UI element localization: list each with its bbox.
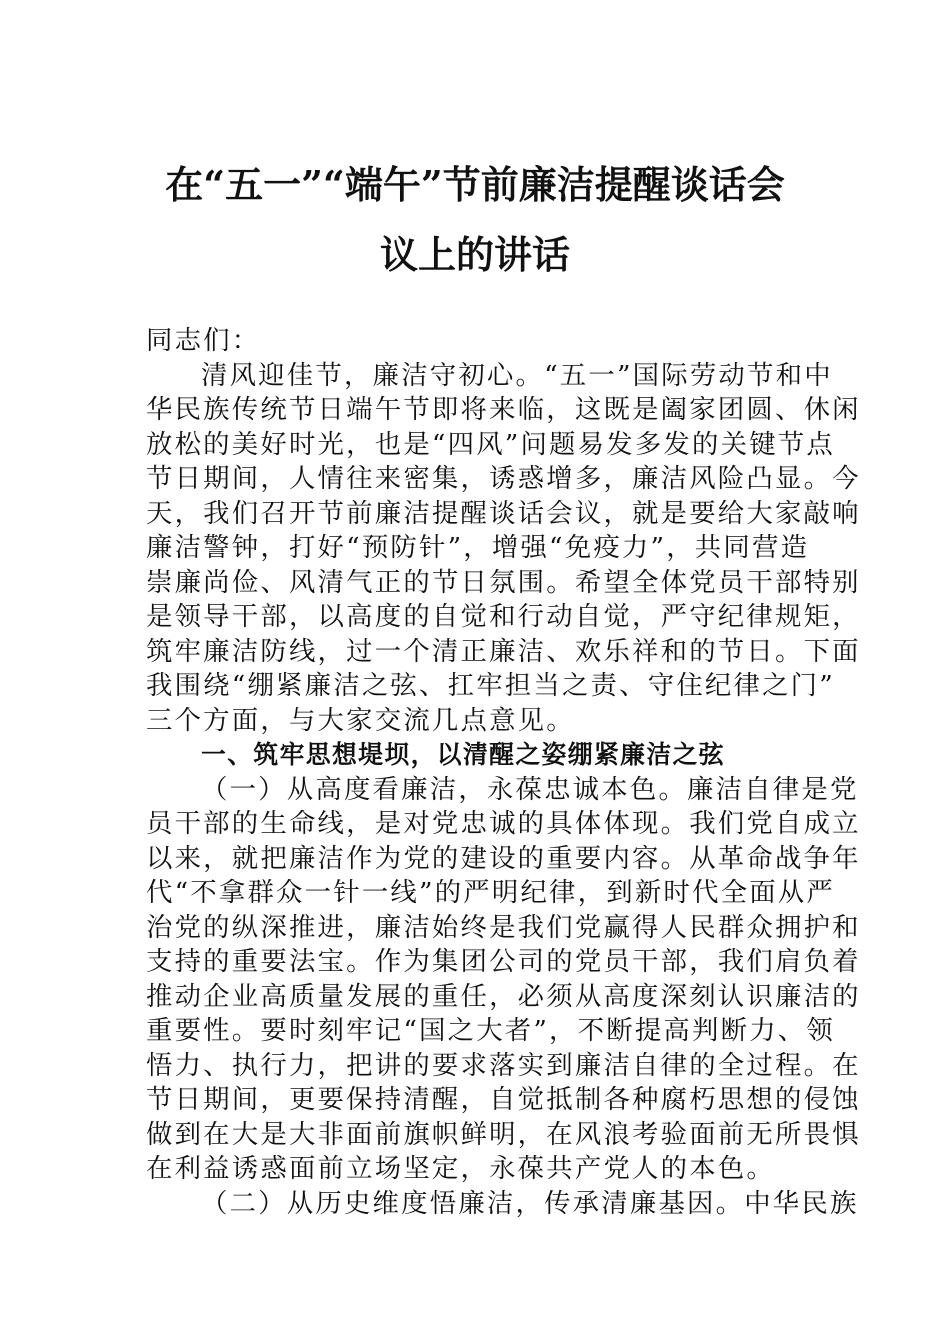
paragraph-line: 员干部的生命线，是对党忠诚的具体体现。我们党自成立: [146, 808, 861, 839]
paragraph-line: 悟力、执行力，把讲的要求落实到廉洁自律的全过程。在: [146, 1049, 861, 1081]
paragraph-line: 代“不拿群众一针一线”的严明纪律，到新时代全面从严: [146, 877, 835, 908]
paragraph-line: 在利益诱惑面前立场坚定，永葆共产党人的本色。: [146, 1153, 775, 1184]
paragraph-line: 华民族传统节日端午节即将来临，这既是阖家团圆、休闲: [146, 394, 861, 425]
paragraph-line: 筑牢廉洁防线，过一个清正廉洁、欢乐祥和的节日。下面: [146, 635, 861, 667]
salutation: 同志们：: [146, 325, 261, 356]
document-title-line-2: 议上的讲话: [379, 232, 570, 277]
paragraph-line: 清风迎佳节，廉洁守初心。“五一”国际劳动节和中: [201, 359, 833, 391]
paragraph-line: 支持的重要法宝。作为集团公司的党员干部，我们肩负着: [146, 946, 861, 977]
paragraph-line: 廉洁警钟，打好“预防针”，增强“免疫力”，共同营造: [146, 532, 810, 563]
paragraph-line: 推动企业高质量发展的重任，必须从高度深刻认识廉洁的: [146, 980, 861, 1012]
paragraph-line: 放松的美好时光，也是“四风”问题易发多发的关键节点: [146, 428, 835, 460]
paragraph-line: （一）从高度看廉洁，永葆忠诚本色。廉洁自律是党: [201, 773, 859, 805]
paragraph-line: （二）从历史维度悟廉洁，传承清廉基因。中华民族: [201, 1187, 859, 1219]
section-heading-1: 一、筑牢思想堤坝，以清醒之姿绷紧廉洁之弦: [201, 740, 725, 769]
document-body: [146, 324, 861, 1221]
paragraph-line: 节日期间，更要保持清醒，自觉抵制各种腐朽思想的侵蚀: [146, 1084, 861, 1115]
paragraph-line: 崇廉尚俭、风清气正的节日氛围。希望全体党员干部特别: [146, 566, 861, 598]
paragraph-line: 做到在大是大非面前旗帜鲜明，在风浪考验面前无所畏惧: [146, 1118, 861, 1150]
paragraph-line: 我围绕“绷紧廉洁之弦、扛牢担当之责、守住纪律之门”: [146, 670, 835, 701]
paragraph-line: 重要性。要时刻牢记“国之大者”，不断提高判断力、领: [146, 1015, 835, 1046]
document-title-line-1: 在“五一”“端午”节前廉洁提醒谈话会: [165, 162, 785, 207]
paragraph-line: 三个方面，与大家交流几点意见。: [146, 704, 575, 736]
paragraph-line: 以来，就把廉洁作为党的建设的重要内容。从革命战争年: [146, 842, 861, 874]
paragraph-line: 天，我们召开节前廉洁提醒谈话会议，就是要给大家敲响: [146, 497, 861, 529]
paragraph-line: 节日期间，人情往来密集，诱惑增多，廉洁风险凸显。今: [146, 463, 861, 494]
paragraph-line: 是领导干部，以高度的自觉和行动自觉，严守纪律规矩，: [146, 601, 861, 632]
paragraph-line: 治党的纵深推进，廉洁始终是我们党赢得人民群众拥护和: [146, 911, 861, 943]
